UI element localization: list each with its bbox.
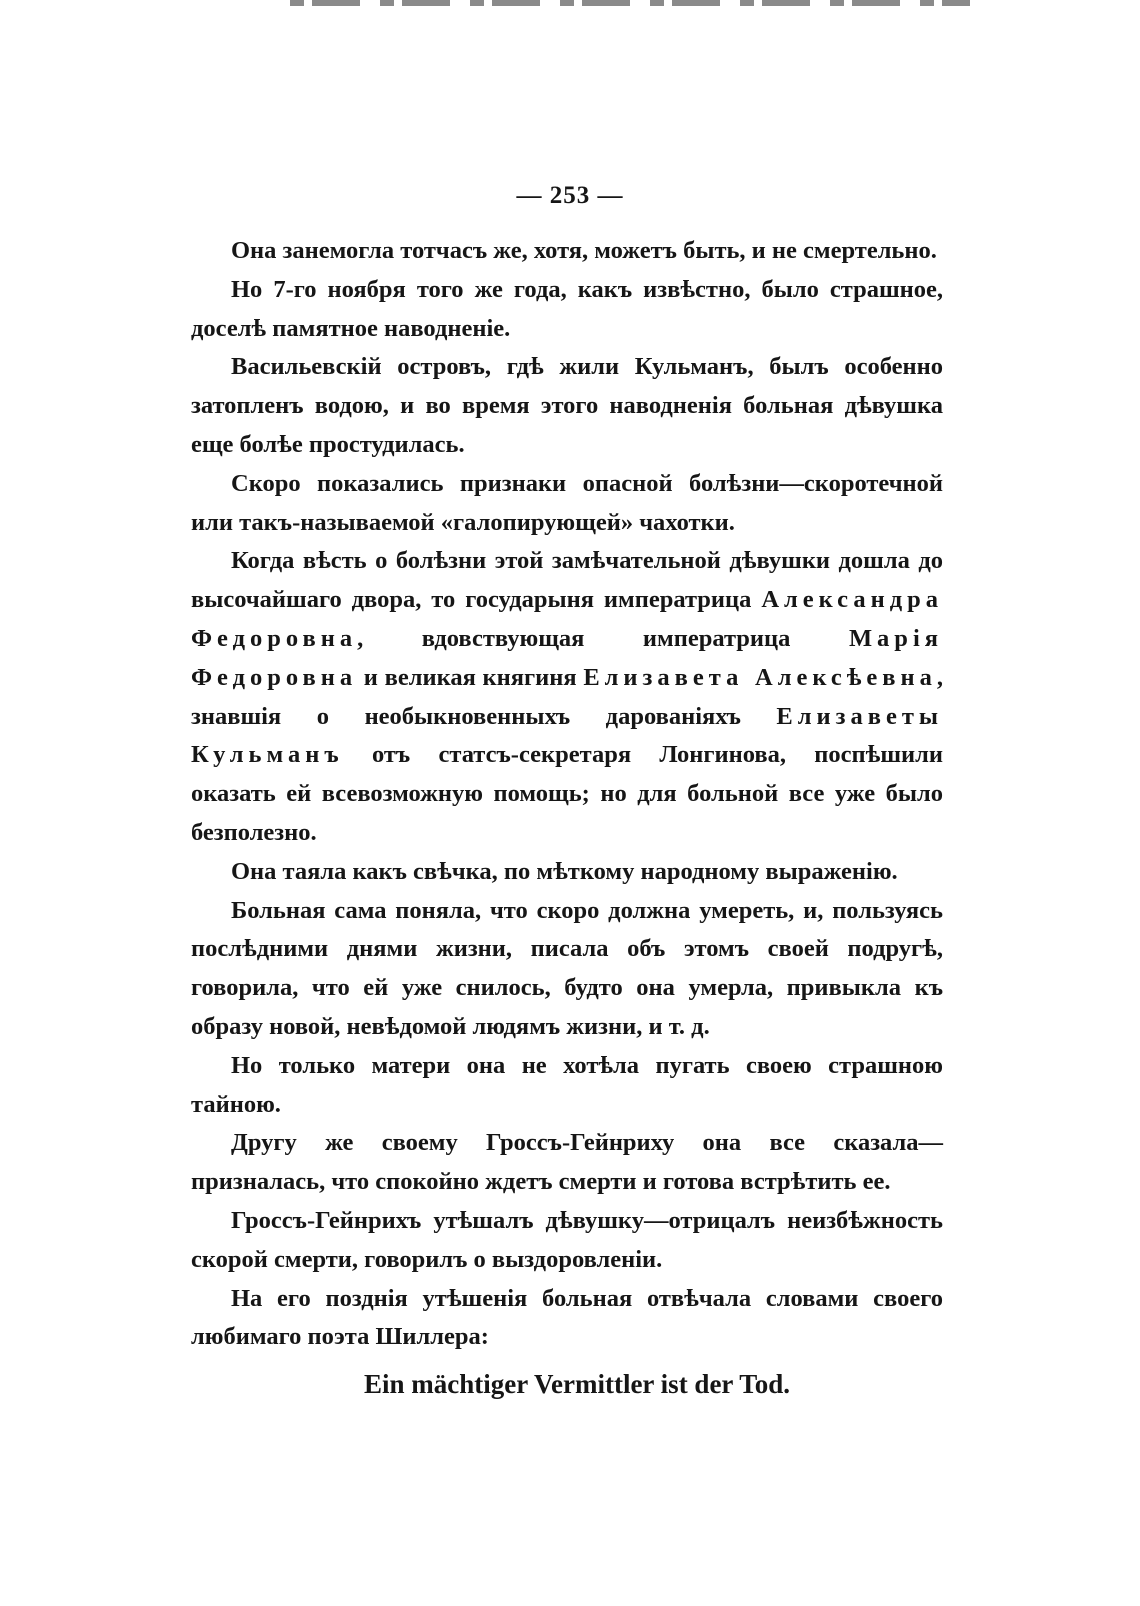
paragraph: Скоро показались признаки опасной болѣзни—скоротечной или такъ-называемой «галопирующей» чахотки. bbox=[191, 469, 943, 536]
schiller-quote: Ein mächtiger Vermittler ist der Tod. bbox=[363, 1369, 790, 1400]
spaced-name: Елизавета Алексѣевна bbox=[583, 663, 937, 691]
page-number: — 253 — bbox=[516, 182, 624, 209]
page-body bbox=[191, 232, 943, 1404]
paragraph: Гроссъ-Гейнрихъ утѣшалъ дѣвушку—отрицалъ неизбѣжность скорой смерти, говорилъ о выздоровленіи. bbox=[191, 1206, 943, 1273]
spaced-name: Елизаветы Кульманъ bbox=[191, 702, 943, 769]
paragraph: Васильевскій островъ, гдѣ жили Кульманъ, былъ особенно затопленъ водою, и во время этого наводненія больная дѣвушка еще болѣе простудилась. bbox=[191, 353, 943, 458]
text-run: Когда вѣсть о болѣзни этой замѣчательной дѣвушки дошла до высочайшаго двора, то государыня императрица bbox=[191, 547, 943, 614]
paragraph: Она занемогла тотчасъ же, хотя, можетъ быть, и не смертельно. bbox=[231, 237, 937, 264]
paragraph: Другу же своему Гроссъ-Гейнриху она все сказала—призналась, что спокойно ждетъ смерти и готова встрѣтить ее. bbox=[191, 1129, 943, 1196]
text-run: отъ статсъ-секретаря Лонгинова, поспѣшили оказать ей всевозможную помощь; но для больной все уже было безполезно. bbox=[191, 741, 943, 846]
paragraph: На его позднія утѣшенія больная отвѣчала словами своего любимаго поэта Шиллера: bbox=[191, 1284, 943, 1351]
paragraph: Больная сама поняла, что скоро должна умереть, и, пользуясь послѣдними днями жизни, писала объ этомъ своей подругѣ, говорила, что ей уже снилось, будто она умерла, привыкла къ образу новой, невѣдомой людямъ жизни, и т. д. bbox=[191, 896, 943, 1040]
text-run: , знавшія о необыкновенныхъ дарованіяхъ bbox=[191, 663, 944, 730]
text-run: и великая княгиня bbox=[357, 663, 584, 691]
scan-artifact bbox=[290, 0, 970, 6]
spaced-name: Марія Федоровна bbox=[191, 624, 943, 691]
paragraph: Она таяла какъ свѣчка, по мѣткому народному выраженію. bbox=[231, 857, 898, 885]
paragraph-royal bbox=[191, 542, 943, 852]
spaced-name: Александра Федоровна bbox=[191, 586, 943, 652]
text-run: , вдовствующая императрица bbox=[357, 624, 849, 652]
paragraph: Но только матери она не хотѣла пугать своею страшною тайною. bbox=[191, 1051, 943, 1118]
paragraph: Но 7-го ноября того же года, какъ извѣстно, было страшное, доселѣ памятное наводненіе. bbox=[191, 275, 943, 342]
